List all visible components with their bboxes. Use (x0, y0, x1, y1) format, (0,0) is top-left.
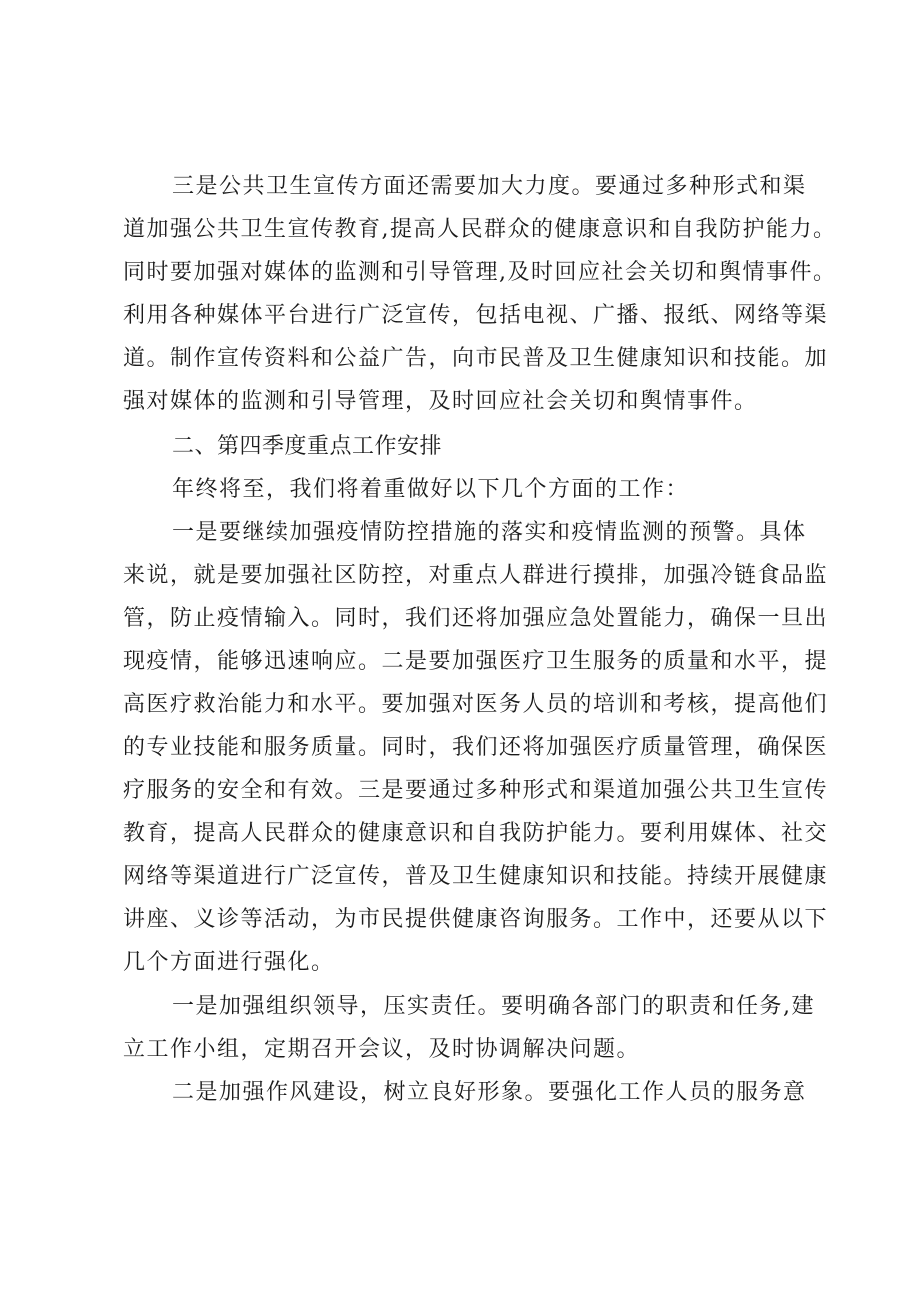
paragraph-line: 三是公共卫生宣传方面还需要加大力度。要通过多种形式和渠 (172, 174, 807, 199)
paragraph-line: 道加强公共卫生宣传教育,提高人民群众的健康意识和自我防护能力。 (123, 217, 837, 242)
paragraph-line: 疗服务的安全和有效。三是要通过多种形式和渠道加强公共卫生宣传 (123, 778, 829, 803)
paragraph-line: 二是加强作风建设，树立良好形象。要强化工作人员的服务意 (172, 1080, 807, 1105)
paragraph-line: 同时要加强对媒体的监测和引导管理,及时回应社会关切和舆情事件。 (123, 260, 837, 285)
paragraph-line: 利用各种媒体平台进行广泛宣传，包括电视、广播、报纸、网络等渠 (123, 303, 829, 328)
paragraph-line: 年终将至，我们将着重做好以下几个方面的工作： (172, 477, 690, 502)
paragraph-line: 网络等渠道进行广泛宣传，普及卫生健康知识和技能。持续开展健康 (123, 864, 829, 889)
paragraph-line: 几个方面进行强化。 (123, 950, 335, 975)
paragraph-line: 管，防止疫情输入。同时，我们还将加强应急处置能力，确保一旦出 (123, 606, 829, 631)
paragraph-line: 的专业技能和服务质量。同时，我们还将加强医疗质量管理，确保医 (123, 735, 829, 760)
paragraph-line: 道。制作宣传资料和公益广告，向市民普及卫生健康知识和技能。加 (123, 346, 829, 371)
paragraph-line: 立工作小组，定期召开会议，及时协调解决问题。 (123, 1037, 641, 1062)
paragraph-line: 一是加强组织领导，压实责任。要明确各部门的职责和任务,建 (172, 994, 815, 1019)
paragraph-line: 教育，提高人民群众的健康意识和自我防护能力。要利用媒体、社交 (123, 821, 829, 846)
paragraph-line: 来说，就是要加强社区防控，对重点人群进行摸排，加强冷链食品监 (123, 563, 829, 588)
paragraph-line: 强对媒体的监测和引导管理，及时回应社会关切和舆情事件。 (123, 389, 758, 414)
paragraph-line: 讲座、义诊等活动，为市民提供健康咨询服务。工作中，还要从以下 (123, 907, 829, 932)
paragraph-line: 一是要继续加强疫情防控措施的落实和疫情监测的预警。具体 (172, 520, 807, 545)
section-heading: 二、第四季度重点工作安排 (172, 434, 443, 459)
paragraph-line: 高医疗救治能力和水平。要加强对医务人员的培训和考核，提高他们 (123, 692, 829, 717)
paragraph-line: 现疫情，能够迅速响应。二是要加强医疗卫生服务的质量和水平，提 (123, 649, 829, 674)
